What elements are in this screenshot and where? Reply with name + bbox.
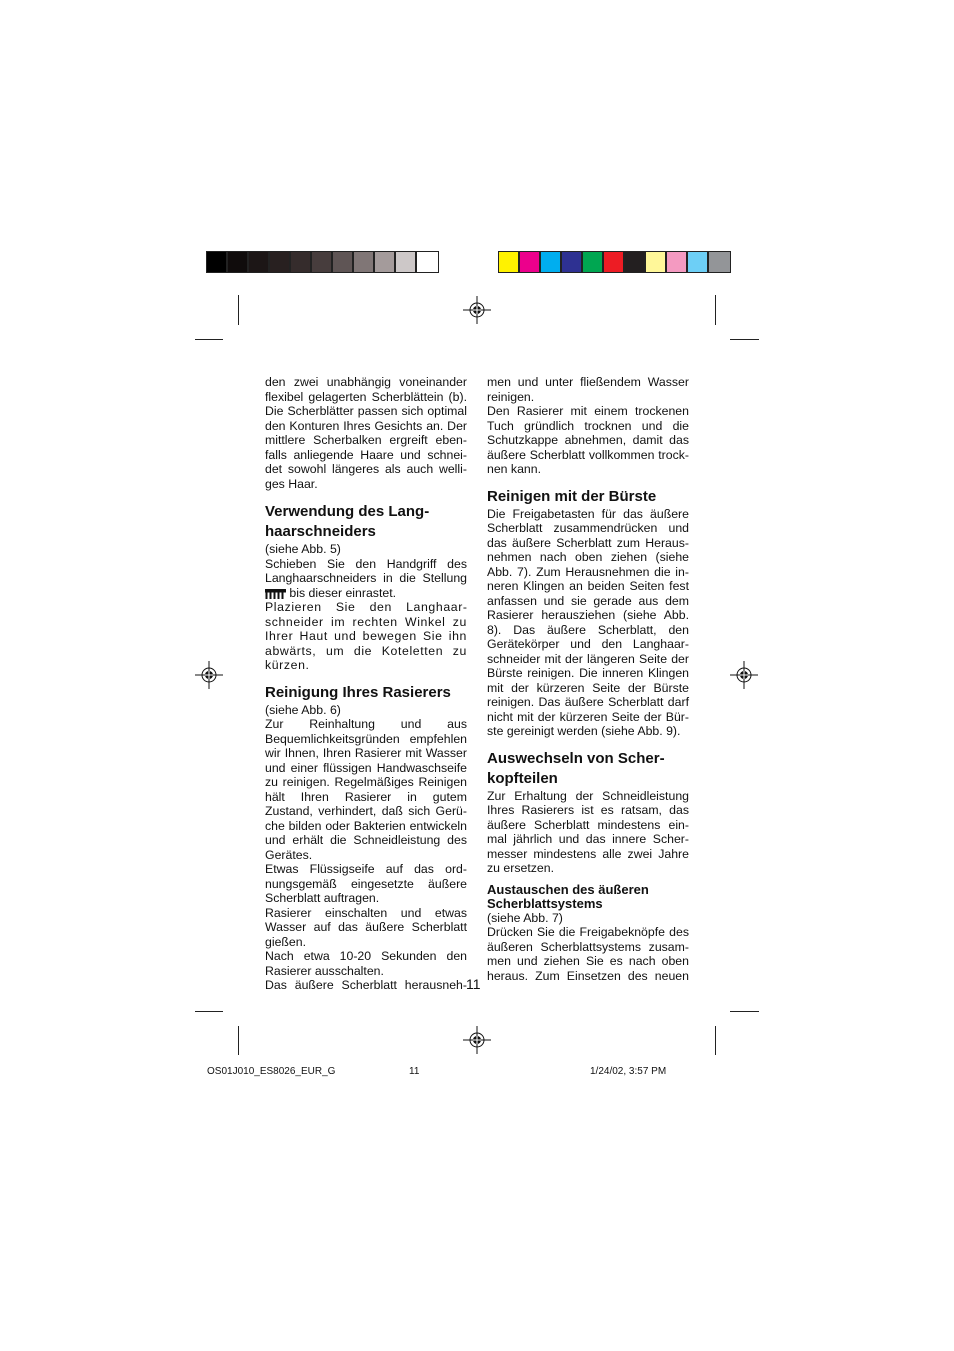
process-color-swatch bbox=[499, 252, 520, 272]
grayscale-swatch bbox=[354, 252, 375, 272]
trimmer-paragraph-2: Plazieren Sie den Langhaarschneider im rechten Winkel zu Ihrer Haut und bewegen Sie ihn abwärts, um die Koteletten zu kürzen. bbox=[265, 600, 467, 672]
process-color-swatch bbox=[541, 252, 562, 272]
cleaning-paragraph-1: Zur Reinhaltung und aus Bequemlichkeitsgründen empfehlen wir Ihnen, Ihren Rasierer mit Wasser und einer flüssigen Handwaschseife zu reinigen. Regelmäßiges Reinigen hält Ihren Rasierer in gutem Zustand, verhindert, daß sich Gerüche bilden oder Bakterien entwickeln und erhält die Schneidleistung des Gerätes. bbox=[265, 717, 467, 862]
registration-mark-icon bbox=[730, 661, 758, 689]
cleaning-paragraph-4: Nach etwa 10-20 Sekunden den Rasierer ausschalten. bbox=[265, 949, 467, 978]
registration-mark-icon bbox=[195, 661, 223, 689]
grayscale-swatch bbox=[207, 252, 228, 272]
cleaning-paragraph-3: Rasierer einschalten und etwas Wasser auf das äußere Scherblatt gießen. bbox=[265, 905, 467, 949]
trimmer-text-a: Schieben Sie den Handgriff des Langhaarschneiders in die Stellung bbox=[265, 556, 467, 585]
section-heading-trimmer: Verwendung des Langhaarschneiders bbox=[265, 503, 430, 540]
crop-mark bbox=[715, 1026, 716, 1055]
grayscale-swatch bbox=[333, 252, 354, 272]
crop-mark bbox=[730, 1011, 759, 1012]
cleaning-paragraph-5: Das äußere Scherblatt herausneh- bbox=[265, 978, 467, 992]
crop-mark bbox=[195, 1011, 223, 1012]
crop-mark bbox=[238, 295, 239, 325]
page-number: 11 bbox=[466, 976, 481, 992]
drying-paragraph: Den Rasierer mit einem trockenen Tuch gründlich trocknen und die Schutzkappe abnehmen, damit das äußere Scherblatt vollkommen trocknen kann. bbox=[487, 404, 689, 476]
grayscale-swatch bbox=[291, 252, 312, 272]
footer-file-name: OS01J010_ES8026_EUR_G bbox=[207, 1066, 336, 1077]
figure-reference: (siehe Abb. 6) bbox=[265, 702, 341, 717]
figure-reference: (siehe Abb. 7) bbox=[487, 910, 563, 925]
replace-paragraph: Zur Erhaltung der Schneidleistung Ihres Rasierers ist es ratsam, das äußere Scherblatt mindestens einmal jährlich und das innere Schermesser mindestens alle zwei Jahre zu ersetzen. bbox=[487, 788, 689, 875]
grayscale-swatch bbox=[396, 252, 417, 272]
section-heading-cleaning: Reinigung Ihres Rasierers bbox=[265, 683, 451, 701]
left-text-column bbox=[265, 375, 467, 993]
grayscale-swatch bbox=[417, 252, 438, 272]
registration-mark-icon bbox=[463, 1026, 491, 1054]
intro-paragraph: den zwei unabhängig voneinander flexibel gelagerten Scherblättein (b). Die Scherblätter passen sich optimal den Konturen Ihres Gesichts an. Der mittlere Scherbalken ergreift ebenfalls anliegende Haare und schneidet sowohl längeres als auch welliges Haar. bbox=[265, 375, 467, 491]
process-color-bar bbox=[498, 251, 731, 273]
brush-paragraph: Die Freigabetasten für das äußere Scherblatt zusammendrücken und das äußere Scherblatt zum Herausnehmen nach oben ziehen (siehe Abb. 7). Zum Herausnehmen die inneren Klingen an beiden Seiten fest anfassen und sie gerade aus dem Rasierer herausziehen (siehe Abb. 8). Das äußere Scherblatt, den Gerätekörper und den Langhaarschneider mit der längeren Seite der Bürste reinigen. Die inneren Klingen mit der kürzeren Seite der Bürste reinigen. Das äußere Scherblatt darf nicht mit der kürzeren Seite der Bürste gereinigt werden (siehe Abb. 9). bbox=[487, 506, 689, 738]
crop-mark bbox=[195, 339, 223, 340]
crop-mark bbox=[730, 339, 759, 340]
trimmer-paragraph bbox=[265, 557, 467, 601]
grayscale-swatch bbox=[312, 252, 333, 272]
process-color-swatch bbox=[667, 252, 688, 272]
section-heading-brush: Reinigen mit der Bürste bbox=[487, 487, 657, 505]
grayscale-swatch bbox=[375, 252, 396, 272]
process-color-swatch bbox=[583, 252, 604, 272]
crop-mark bbox=[715, 295, 716, 325]
process-color-swatch bbox=[646, 252, 667, 272]
crop-mark bbox=[238, 1026, 239, 1055]
grayscale-swatch bbox=[249, 252, 270, 272]
process-color-swatch bbox=[625, 252, 646, 272]
process-color-swatch bbox=[562, 252, 583, 272]
process-color-swatch bbox=[520, 252, 541, 272]
process-color-swatch bbox=[688, 252, 709, 272]
continued-paragraph: men und unter fließendem Wasser reinigen. bbox=[487, 375, 689, 404]
cleaning-paragraph-2: Etwas Flüssigseife auf das ordnungsgemäß eingesetzte äußere Scherblatt auftragen. bbox=[265, 862, 467, 905]
grayscale-swatch bbox=[228, 252, 249, 272]
trimmer-text-b: bis dieser einrastet. bbox=[289, 585, 397, 600]
registration-mark-icon bbox=[463, 296, 491, 324]
grayscale-color-bar bbox=[206, 251, 439, 273]
process-color-swatch bbox=[709, 252, 730, 272]
figure-reference: (siehe Abb. 5) bbox=[265, 542, 341, 556]
section-heading-replace: Auswechseln von Scherkopfteilen bbox=[487, 749, 665, 787]
subsection-heading-foil: Austauschen des äußeren Scherblattsystems bbox=[487, 881, 649, 911]
process-color-swatch bbox=[604, 252, 625, 272]
foil-paragraph: Drücken Sie die Freigabeknöpfe des äußeren Scherblattsystems zusammen und ziehen Sie es nach oben heraus. Zum Einsetzen des neuen bbox=[487, 925, 689, 983]
comb-trimmer-icon bbox=[265, 589, 286, 599]
right-text-column bbox=[487, 375, 689, 983]
grayscale-swatch bbox=[270, 252, 291, 272]
footer-page: 11 bbox=[409, 1066, 420, 1077]
footer-timestamp: 1/24/02, 3:57 PM bbox=[590, 1066, 667, 1077]
